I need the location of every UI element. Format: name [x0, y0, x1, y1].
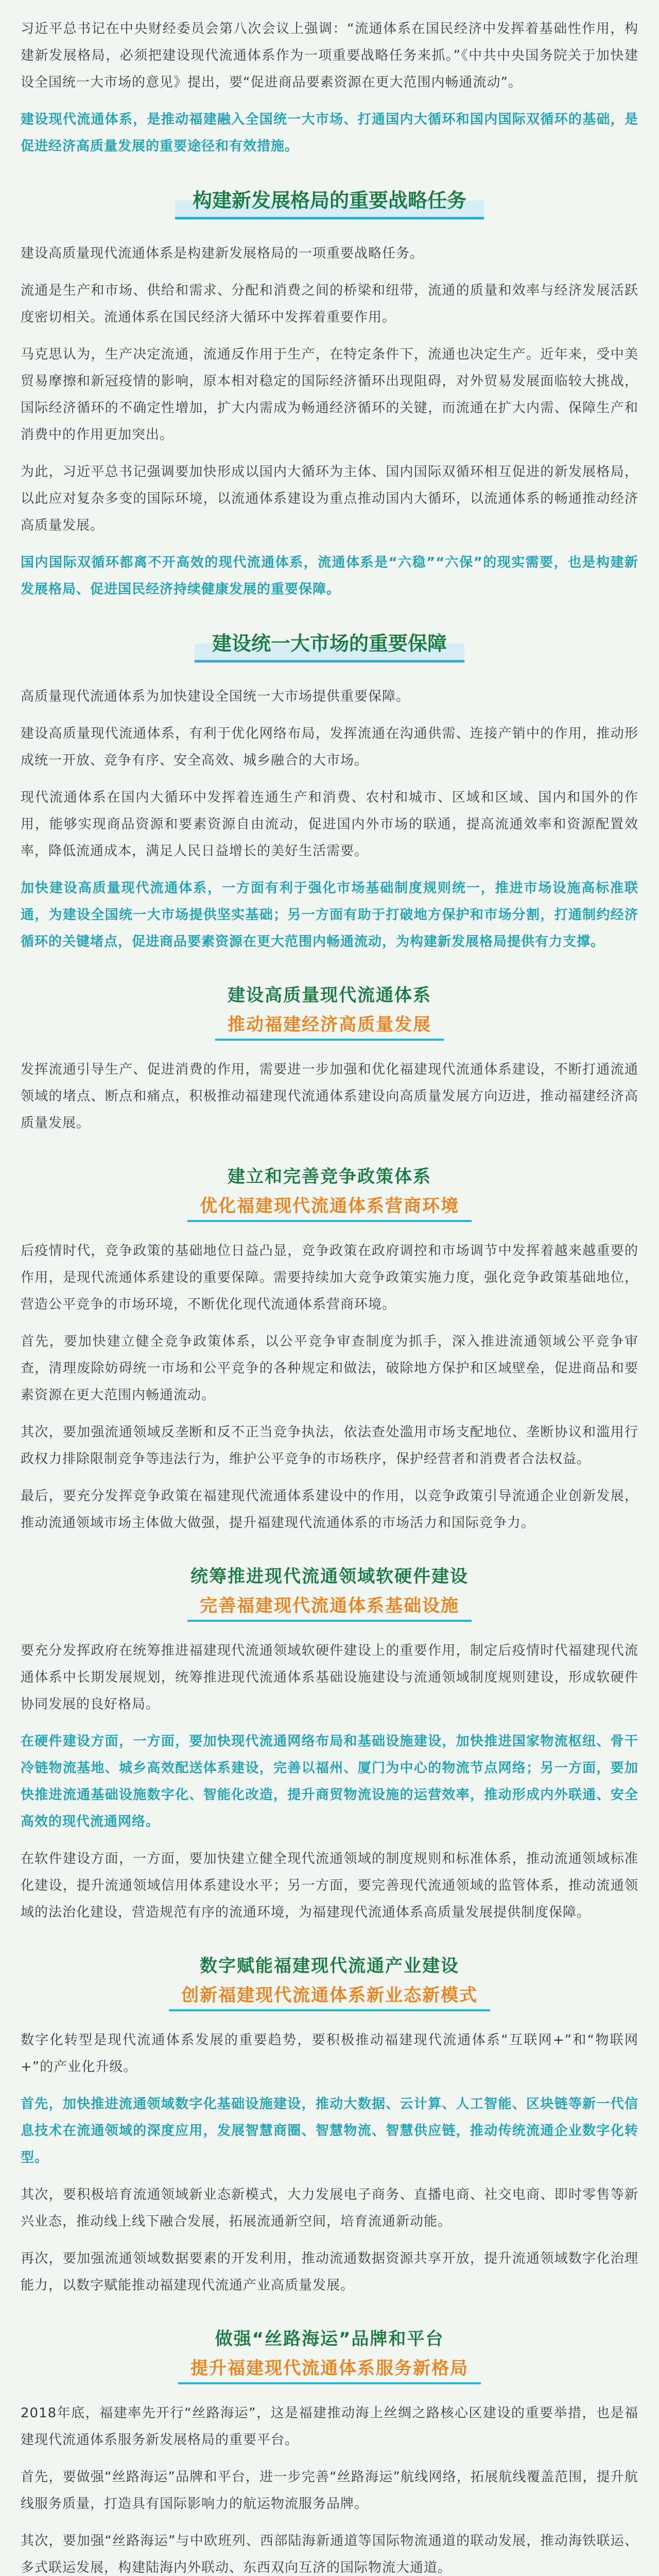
highlight-paragraph: 在硬件建设方面，一方面，要加快现代流通网络布局和基础设施建设，加快推进国家物流枢纽、骨干冷链物流基地、城乡高效配送体系建设，完善以福州、厦门为中心的物流节点网络；另一方面，要加快推进流通基础设施数字化、智能化改造，提升商贸物流设施的运营效率，推动形成内外联通、安全高效的现代流通网络。 — [21, 1734, 638, 1829]
section-banner — [21, 623, 638, 663]
paragraph: 流通是生产和市场、供给和需求、分配和消费之间的桥梁和纽带，流通的质量和效率与经济发展活跃度密切相关。流通体系在国民经济大循环中发挥着重要作用。 — [21, 283, 638, 325]
section-heading: 构建新发展格局的重要战略任务 — [175, 180, 484, 219]
section-subtitle-text: 提升福建现代流通体系服务新格局 — [178, 2354, 481, 2384]
paragraph: 马克思认为，生产决定流通，流通反作用于生产，在特定条件下，流通也决定生产。近年来，受中美贸易摩擦和新冠疫情的影响，原本相对稳定的国际经济循环出现阻碍，对外贸易发展面临较大挑战，国际经济循环的不确定性增加，扩大内需成为畅通经济循环的关键，而流通在扩大内需、保障生产和消费中的作用更加突出。 — [21, 347, 638, 443]
paragraph: 高质量现代流通体系为加快建设全国统一大市场提供重要保障。 — [21, 689, 410, 704]
paragraph: 首先，要做强“丝路海运”品牌和平台，进一步完善“丝路海运”航线网络，拓展航线覆盖范围，提升航线服务质量，打造具有国际影响力的航运物流服务品牌。 — [21, 2469, 638, 2512]
section-subtitle — [21, 1591, 638, 1622]
section-title: 建立和完善竞争政策体系 — [228, 1166, 431, 1187]
section-title: 统筹推进现代流通领域软硬件建设 — [190, 1566, 469, 1587]
section-subtitle — [21, 1981, 638, 2011]
intro-paragraph: 习近平总书记在中央财经委员会第八次会议上强调：“流通体系在国民经济中发挥着基础性作用，构建新发展格局，必须把建设现代流通体系作为一项重要战略任务来抓。”《中共中央国务院关于加快建设全国统一大市场的意见》提出，要“促进商品要素资源在更大范围内畅通流动”。 — [21, 21, 638, 90]
section-banner — [21, 180, 638, 219]
highlight-paragraph: 加快建设高质量现代流通体系，一方面有利于强化市场基础制度规则统一，推进市场设施高标准联通，为建设全国统一大市场提供坚实基础；另一方面有助于打破地方保护和市场分割，打通制约经济循环的关键堵点，促进商品要素资源在更大范围内畅通流动，为构建新发展格局提供有力支撑。 — [21, 880, 638, 950]
section-subtitle — [21, 1010, 638, 1041]
paragraph: 为此，习近平总书记强调要加快形成以国内大循环为主体、国内国际双循环相互促进的新发展格局，以此应对复杂多变的国际环境，以流通体系建设为重点推动国内大循环，以流通体系的畅通推动经济高质量发展。 — [21, 464, 638, 533]
intro-highlight: 建设现代流通体系，是推动福建融入全国统一大市场、打通国内大循环和国内国际双循环的基础，是促进经济高质量发展的重要途径和有效措施。 — [21, 112, 638, 154]
highlight-paragraph: 国内国际双循环都离不开高效的现代流通体系，流通体系是“六稳”“六保”的现实需要，也是构建新发展格局、促进国民经济持续健康发展的重要保障。 — [21, 555, 638, 597]
section-subtitle-text: 完善福建现代流通体系基础设施 — [187, 1591, 472, 1622]
section-title: 数字赋能福建现代流通产业建设 — [200, 1956, 459, 1976]
section-title: 做强“丝路海运”品牌和平台 — [215, 2329, 444, 2349]
section-title: 建设高质量现代流通体系 — [228, 985, 431, 1006]
paragraph: 后疫情时代，竞争政策的基础地位日益凸显，竞争政策在政府调控和市场调节中发挥着越来越重要的作用，是现代流通体系建设的重要保障。需要持续加大竞争政策实施力度，强化竞争政策基础地位，营造公平竞争的市场环境，不断优化现代流通体系营商环境。 — [21, 1243, 638, 1312]
section-subtitle-text: 创新福建现代流通体系新业态新模式 — [169, 1981, 490, 2011]
paragraph: 其次，要加强“丝路海运”与中欧班列、西部陆海新通道等国际物流通道的联动发展，推动海铁联运、多式联运发展，构建陆海内外联动、东西双向互济的国际物流大通道。 — [21, 2533, 638, 2575]
paragraph: 首先，要加快建立健全竞争政策体系，以公平竞争审查制度为抓手，深入推进流通领域公平竞争审查，清理废除妨碍统一市场和公平竞争的各种规定和做法，破除地方保护和区域壁垒，促进商品和要素资源在更大范围内畅通流动。 — [21, 1334, 638, 1403]
paragraph: 其次，要积极培育流通领域新业态新模式，大力发展电子商务、直播电商、社交电商、即时零售等新兴业态，推动线上线下融合发展，拓展流通新空间，培育流通新动能。 — [21, 2187, 638, 2229]
paragraph: 2018年底，福建率先开行“丝路海运”，这是福建推动海上丝绸之路核心区建设的重要举措，也是福建现代流通体系服务新发展格局的重要平台。 — [21, 2405, 638, 2448]
paragraph: 再次，要加强流通领域数据要素的开发利用，推动流通数据资源共享开放，提升流通领域数字化治理能力，以数字赋能推动福建现代流通产业高质量发展。 — [21, 2251, 638, 2293]
section-subtitle-text: 推动福建经济高质量发展 — [215, 1010, 444, 1041]
section-subtitle — [21, 1192, 638, 1222]
paragraph: 在软件建设方面，一方面，要加快建立健全现代流通领域的制度规则和标准体系，推动流通领域标准化建设，提升流通领域信用体系建设水平；另一方面，要完善现代流通领域的监管体系，推动流通领域的法治化建设，营造规范有序的流通环境，为福建现代流通体系高质量发展提供制度保障。 — [21, 1851, 638, 1920]
section-subtitle — [21, 2354, 638, 2384]
article-body — [21, 15, 638, 2576]
section-heading: 建设统一大市场的重要保障 — [195, 623, 464, 663]
paragraph: 数字化转型是现代流通体系发展的重要趋势，要积极推动福建现代流通体系“互联网+”和“物联网+”的产业化升级。 — [21, 2032, 638, 2075]
section-subtitle-text: 优化福建现代流通体系营商环境 — [187, 1192, 472, 1222]
paragraph: 发挥流通引导生产、促进消费的作用，需要进一步加强和优化福建现代流通体系建设，不断打通流通领域的堵点、断点和痛点，积极推动福建现代流通体系建设向高质量发展方向迈进，推动福建经济高质量发展。 — [21, 1062, 638, 1131]
paragraph: 要充分发挥政府在统筹推进福建现代流通领域软硬件建设上的重要作用，制定后疫情时代福建现代流通体系中长期发展规划，统筹推进现代流通体系基础设施建设与流通领域制度规则建设，形成软硬件协同发展的良好格局。 — [21, 1643, 638, 1712]
paragraph: 现代流通体系在国内大循环中发挥着连通生产和消费、农村和城市、区域和区域、国内和国外的作用，能够实现商品资源和要素资源自由流动，促进国内外市场的联通，提高流通效率和资源配置效率，降低流通成本，满足人民日益增长的美好生活需要。 — [21, 790, 638, 859]
paragraph: 其次，要加强流通领域反垄断和反不正当竞争执法，依法查处滥用市场支配地位、垄断协议和滥用行政权力排除限制竞争等违法行为，维护公平竞争的市场秩序，保护经营者和消费者合法权益。 — [21, 1425, 638, 1467]
paragraph: 建设高质量现代流通体系是构建新发展格局的一项重要战略任务。 — [21, 246, 424, 261]
paragraph: 建设高质量现代流通体系，有利于优化网络布局，发挥流通在沟通供需、连接产销中的作用，推动形成统一开放、竞争有序、安全高效、城乡融合的大市场。 — [21, 726, 638, 768]
paragraph: 最后，要充分发挥竞争政策在福建现代流通体系建设中的作用，以竞争政策引导流通企业创新发展，推动流通领域市场主体做大做强，提升福建现代流通体系的市场活力和国际竞争力。 — [21, 1488, 638, 1531]
highlight-paragraph: 首先，加快推进流通领域数字化基础设施建设，推动大数据、云计算、人工智能、区块链等新一代信息技术在流通领域的深度应用，发展智慧商圈、智慧物流、智慧供应链，推动传统流通企业数字化转型。 — [21, 2096, 638, 2165]
